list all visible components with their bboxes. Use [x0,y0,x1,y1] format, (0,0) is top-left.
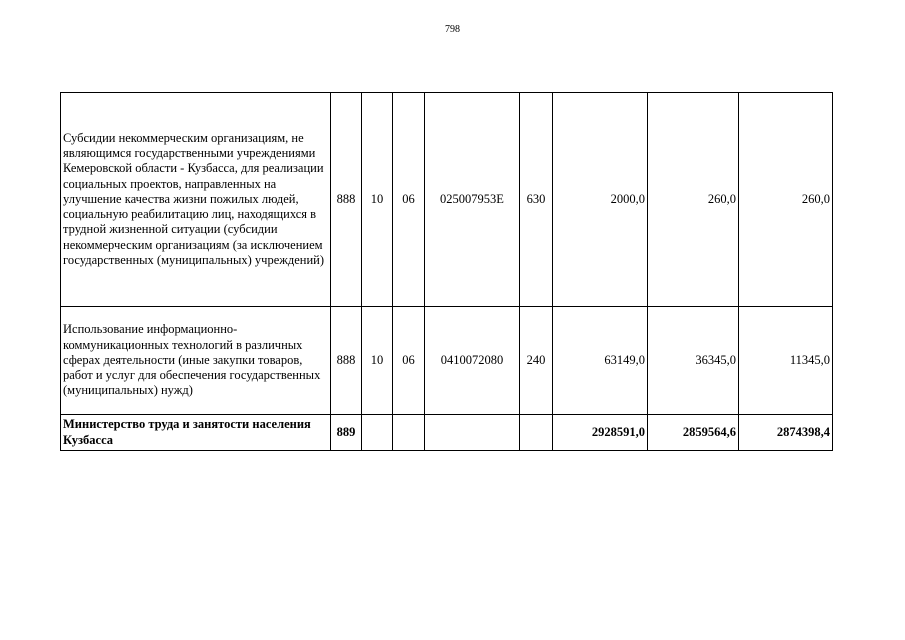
amount-year-3: 11345,0 [739,307,833,415]
amount-year-3: 260,0 [739,93,833,307]
ministry-code: 888 [331,93,362,307]
table-row [61,93,833,307]
section-code: 10 [362,93,393,307]
target-article-code [425,415,520,451]
row-description: Использование информационно-коммуникационных технологий в различных сферах деятельности (иные закупки товаров, работ и услуг для обеспечения государственных (муниципальных) нужд) [61,307,331,415]
target-article-code: 025007953E [425,93,520,307]
subsection-code [393,415,425,451]
amount-year-2: 36345,0 [648,307,739,415]
ministry-code: 889 [331,415,362,451]
amount-year-2: 260,0 [648,93,739,307]
amount-year-2: 2859564,6 [648,415,739,451]
budget-table [60,92,833,451]
expense-type-code [520,415,553,451]
section-code: 10 [362,307,393,415]
target-article-code: 0410072080 [425,307,520,415]
amount-year-1: 63149,0 [553,307,648,415]
section-code [362,415,393,451]
table-row [61,307,833,415]
row-description: Субсидии некоммерческим организациям, не являющимся государственными учреждениями Кемеровской области - Кузбасса, для реализации социальных проектов, направленных на улучшение качества жизни пожилых людей, социальную реабилитацию лиц, находящихся в трудной жизненной ситуации (субсидии некоммерческим организациям (за исключением государственных (муниципальных) учреждений) [61,93,331,307]
subsection-code: 06 [393,93,425,307]
row-description: Министерство труда и занятости населения Кузбасса [61,415,331,451]
page-number: 798 [445,24,460,35]
ministry-code: 888 [331,307,362,415]
expense-type-code: 630 [520,93,553,307]
expense-type-code: 240 [520,307,553,415]
amount-year-3: 2874398,4 [739,415,833,451]
subsection-code: 06 [393,307,425,415]
table-row-total [61,415,833,451]
amount-year-1: 2000,0 [553,93,648,307]
amount-year-1: 2928591,0 [553,415,648,451]
